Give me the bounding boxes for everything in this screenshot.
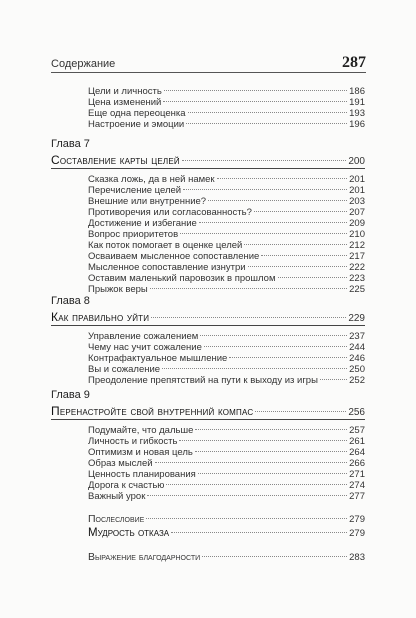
toc-entry[interactable]: Вы и сожаление 250 (88, 364, 365, 375)
chapter-label: Глава 9 (51, 389, 90, 401)
chapter-title[interactable]: Как правильно уйти 229 (51, 310, 365, 324)
chapter-title[interactable]: Перенастройте свой внутренний компас 256 (51, 404, 365, 418)
toc-entry[interactable]: Мысленное сопоставление изнутри 222 (88, 262, 365, 273)
toc-entry[interactable]: Личность и гибкость 261 (88, 436, 365, 447)
toc-entry-afterword[interactable]: Послесловие 279 (88, 513, 365, 525)
toc-entry[interactable]: Как поток помогает в оценке целей 212 (88, 240, 365, 251)
toc-entry[interactable]: Еще одна переоценка 193 (88, 108, 365, 119)
toc-entry[interactable]: Внешние или внутренние? 203 (88, 196, 365, 207)
page-number: 287 (342, 54, 366, 71)
toc-entry[interactable]: Контрафактуальное мышление 246 (88, 353, 365, 364)
toc-entry[interactable]: Управление сожалением 237 (88, 331, 365, 342)
header-rule (51, 72, 366, 73)
toc-entry[interactable]: Подумайте, что дальше 257 (88, 425, 365, 436)
toc-entry[interactable]: Сказка ложь, да в ней намек 201 (88, 174, 365, 185)
toc-entry[interactable]: Прыжок веры 225 (88, 284, 365, 295)
toc-entry[interactable]: Образ мыслей 266 (88, 458, 365, 469)
toc-entry-wisdom[interactable]: Мудрость отказа 279 (88, 527, 365, 539)
toc-entry[interactable]: Вопрос приоритетов 210 (88, 229, 365, 240)
chapter-rule (51, 419, 365, 420)
toc-entry[interactable]: Оставим маленький паровозик в прошлом 223 (88, 273, 365, 284)
toc-entry[interactable]: Чему нас учит сожаление 244 (88, 342, 365, 353)
toc-entry[interactable]: Перечисление целей 201 (88, 185, 365, 196)
toc-entry[interactable]: Цена изменений 191 (88, 97, 365, 108)
toc-entry[interactable]: Важный урок 277 (88, 491, 365, 502)
chapter-rule (51, 168, 365, 169)
toc-entry[interactable]: Осваиваем мысленное сопоставление 217 (88, 251, 365, 262)
toc-entry[interactable]: Настроение и эмоции 196 (88, 119, 365, 130)
toc-entry[interactable]: Ценность планирования 271 (88, 469, 365, 480)
toc-entry[interactable]: Оптимизм и новая цель 264 (88, 447, 365, 458)
chapter-label: Глава 7 (51, 138, 90, 150)
toc-entry[interactable]: Достижение и избегание 209 (88, 218, 365, 229)
chapter-label: Глава 8 (51, 295, 90, 307)
running-head (51, 53, 366, 73)
toc-entry[interactable]: Цели и личность 186 (88, 86, 365, 97)
toc-entry-acknowledgements[interactable]: Выражение благодарности 283 (88, 551, 365, 563)
chapter-rule (51, 325, 365, 326)
running-head-title: Содержание (51, 58, 116, 70)
chapter-title[interactable]: Составление карты целей 200 (51, 153, 365, 167)
toc-entry[interactable]: Противоречия или согласованность? 207 (88, 207, 365, 218)
toc-entry[interactable]: Дорога к счастью 274 (88, 480, 365, 491)
toc-entry[interactable]: Преодоление препятствий на пути к выходу из игры 252 (88, 375, 365, 386)
